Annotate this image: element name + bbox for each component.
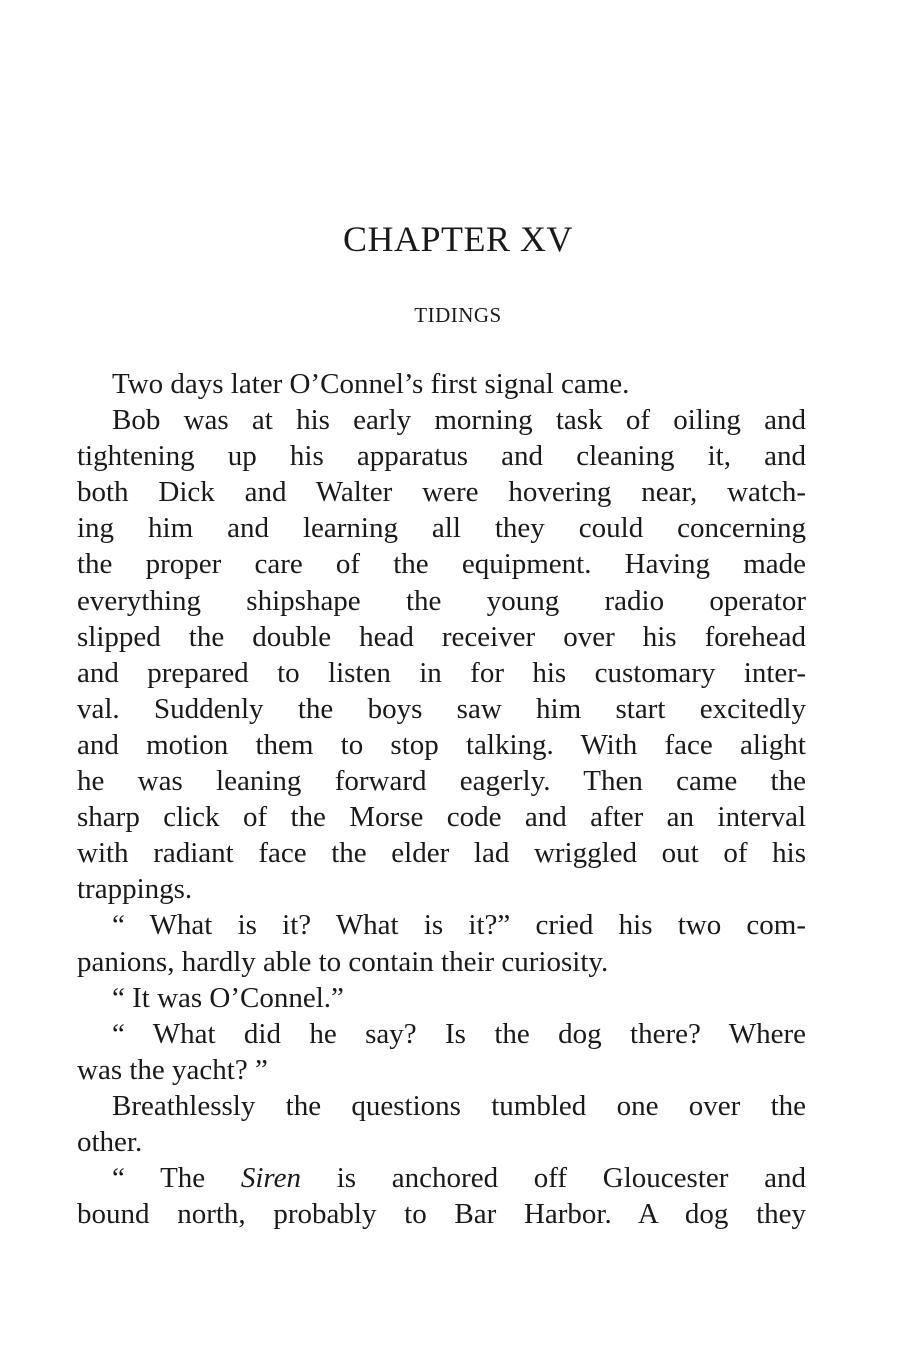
text-line xyxy=(77,655,806,691)
italic-text: Siren xyxy=(240,1162,302,1195)
text-run: and motion them to stop talking. With face alight xyxy=(77,728,806,761)
text-run: Bob was at his early morning task of oiling and xyxy=(112,404,806,437)
text-run: bound north, probably to Bar Harbor. A dog they xyxy=(77,1198,806,1231)
text-line xyxy=(77,546,806,582)
text-run: “ The xyxy=(112,1162,241,1195)
text-line xyxy=(77,727,806,763)
text-line xyxy=(77,763,806,799)
text-line xyxy=(77,474,806,510)
text-run: Two days later O’Connel’s first signal came. xyxy=(112,368,630,400)
text-run: panions, hardly able to contain their curiosity. xyxy=(77,945,609,978)
text-run: was the yacht? ” xyxy=(77,1053,268,1086)
text-line xyxy=(77,1052,806,1088)
text-line xyxy=(77,510,806,546)
text-line xyxy=(77,1196,806,1232)
text-run: sharp click of the Morse code and after an interval xyxy=(77,801,806,834)
text-run: other. xyxy=(77,1125,143,1158)
text-line xyxy=(77,980,806,1016)
chapter-subtitle: TIDINGS xyxy=(414,303,502,327)
text-line xyxy=(77,619,806,655)
text-line xyxy=(77,366,806,402)
text-run: “ What did he say? Is the dog there? Where xyxy=(112,1017,806,1050)
text-line xyxy=(77,583,806,619)
text-line xyxy=(77,1160,806,1196)
text-run: “ What is it? What is it?” cried his two com- xyxy=(112,909,806,942)
text-run: with radiant face the elder lad wriggled out of his xyxy=(77,837,806,870)
text-line xyxy=(77,835,806,871)
text-run: Breathlessly the questions tumbled one over the xyxy=(112,1089,806,1122)
chapter-heading: CHAPTER XV xyxy=(342,219,574,259)
text-run: and prepared to listen in for his customary inter- xyxy=(77,656,806,689)
text-run: tightening up his apparatus and cleaning it, and xyxy=(77,440,806,473)
text-line xyxy=(77,402,806,438)
text-line xyxy=(77,691,806,727)
text-run: the proper care of the equipment. Having made xyxy=(77,548,806,581)
text-line xyxy=(77,944,806,980)
text-run: val. Suddenly the boys saw him start excitedly xyxy=(77,692,806,725)
text-run: he was leaning forward eagerly. Then came the xyxy=(77,765,806,798)
text-line xyxy=(77,871,806,907)
text-run: everything shipshape the young radio operator xyxy=(77,584,806,617)
text-line xyxy=(77,438,806,474)
text-line xyxy=(77,1016,806,1052)
text-run: ing him and learning all they could concerning xyxy=(77,512,806,545)
text-line xyxy=(77,799,806,835)
text-run: slipped the double head receiver over his forehead xyxy=(77,620,806,653)
text-run: both Dick and Walter were hovering near, watch- xyxy=(77,476,806,509)
text-line xyxy=(77,1124,806,1160)
body-text xyxy=(77,366,806,1232)
text-line xyxy=(77,1088,806,1124)
text-line xyxy=(77,907,806,943)
text-run: trappings. xyxy=(77,873,193,906)
text-run: “ It was O’Connel.” xyxy=(112,981,344,1014)
text-run: is anchored off Gloucester and xyxy=(301,1162,806,1195)
